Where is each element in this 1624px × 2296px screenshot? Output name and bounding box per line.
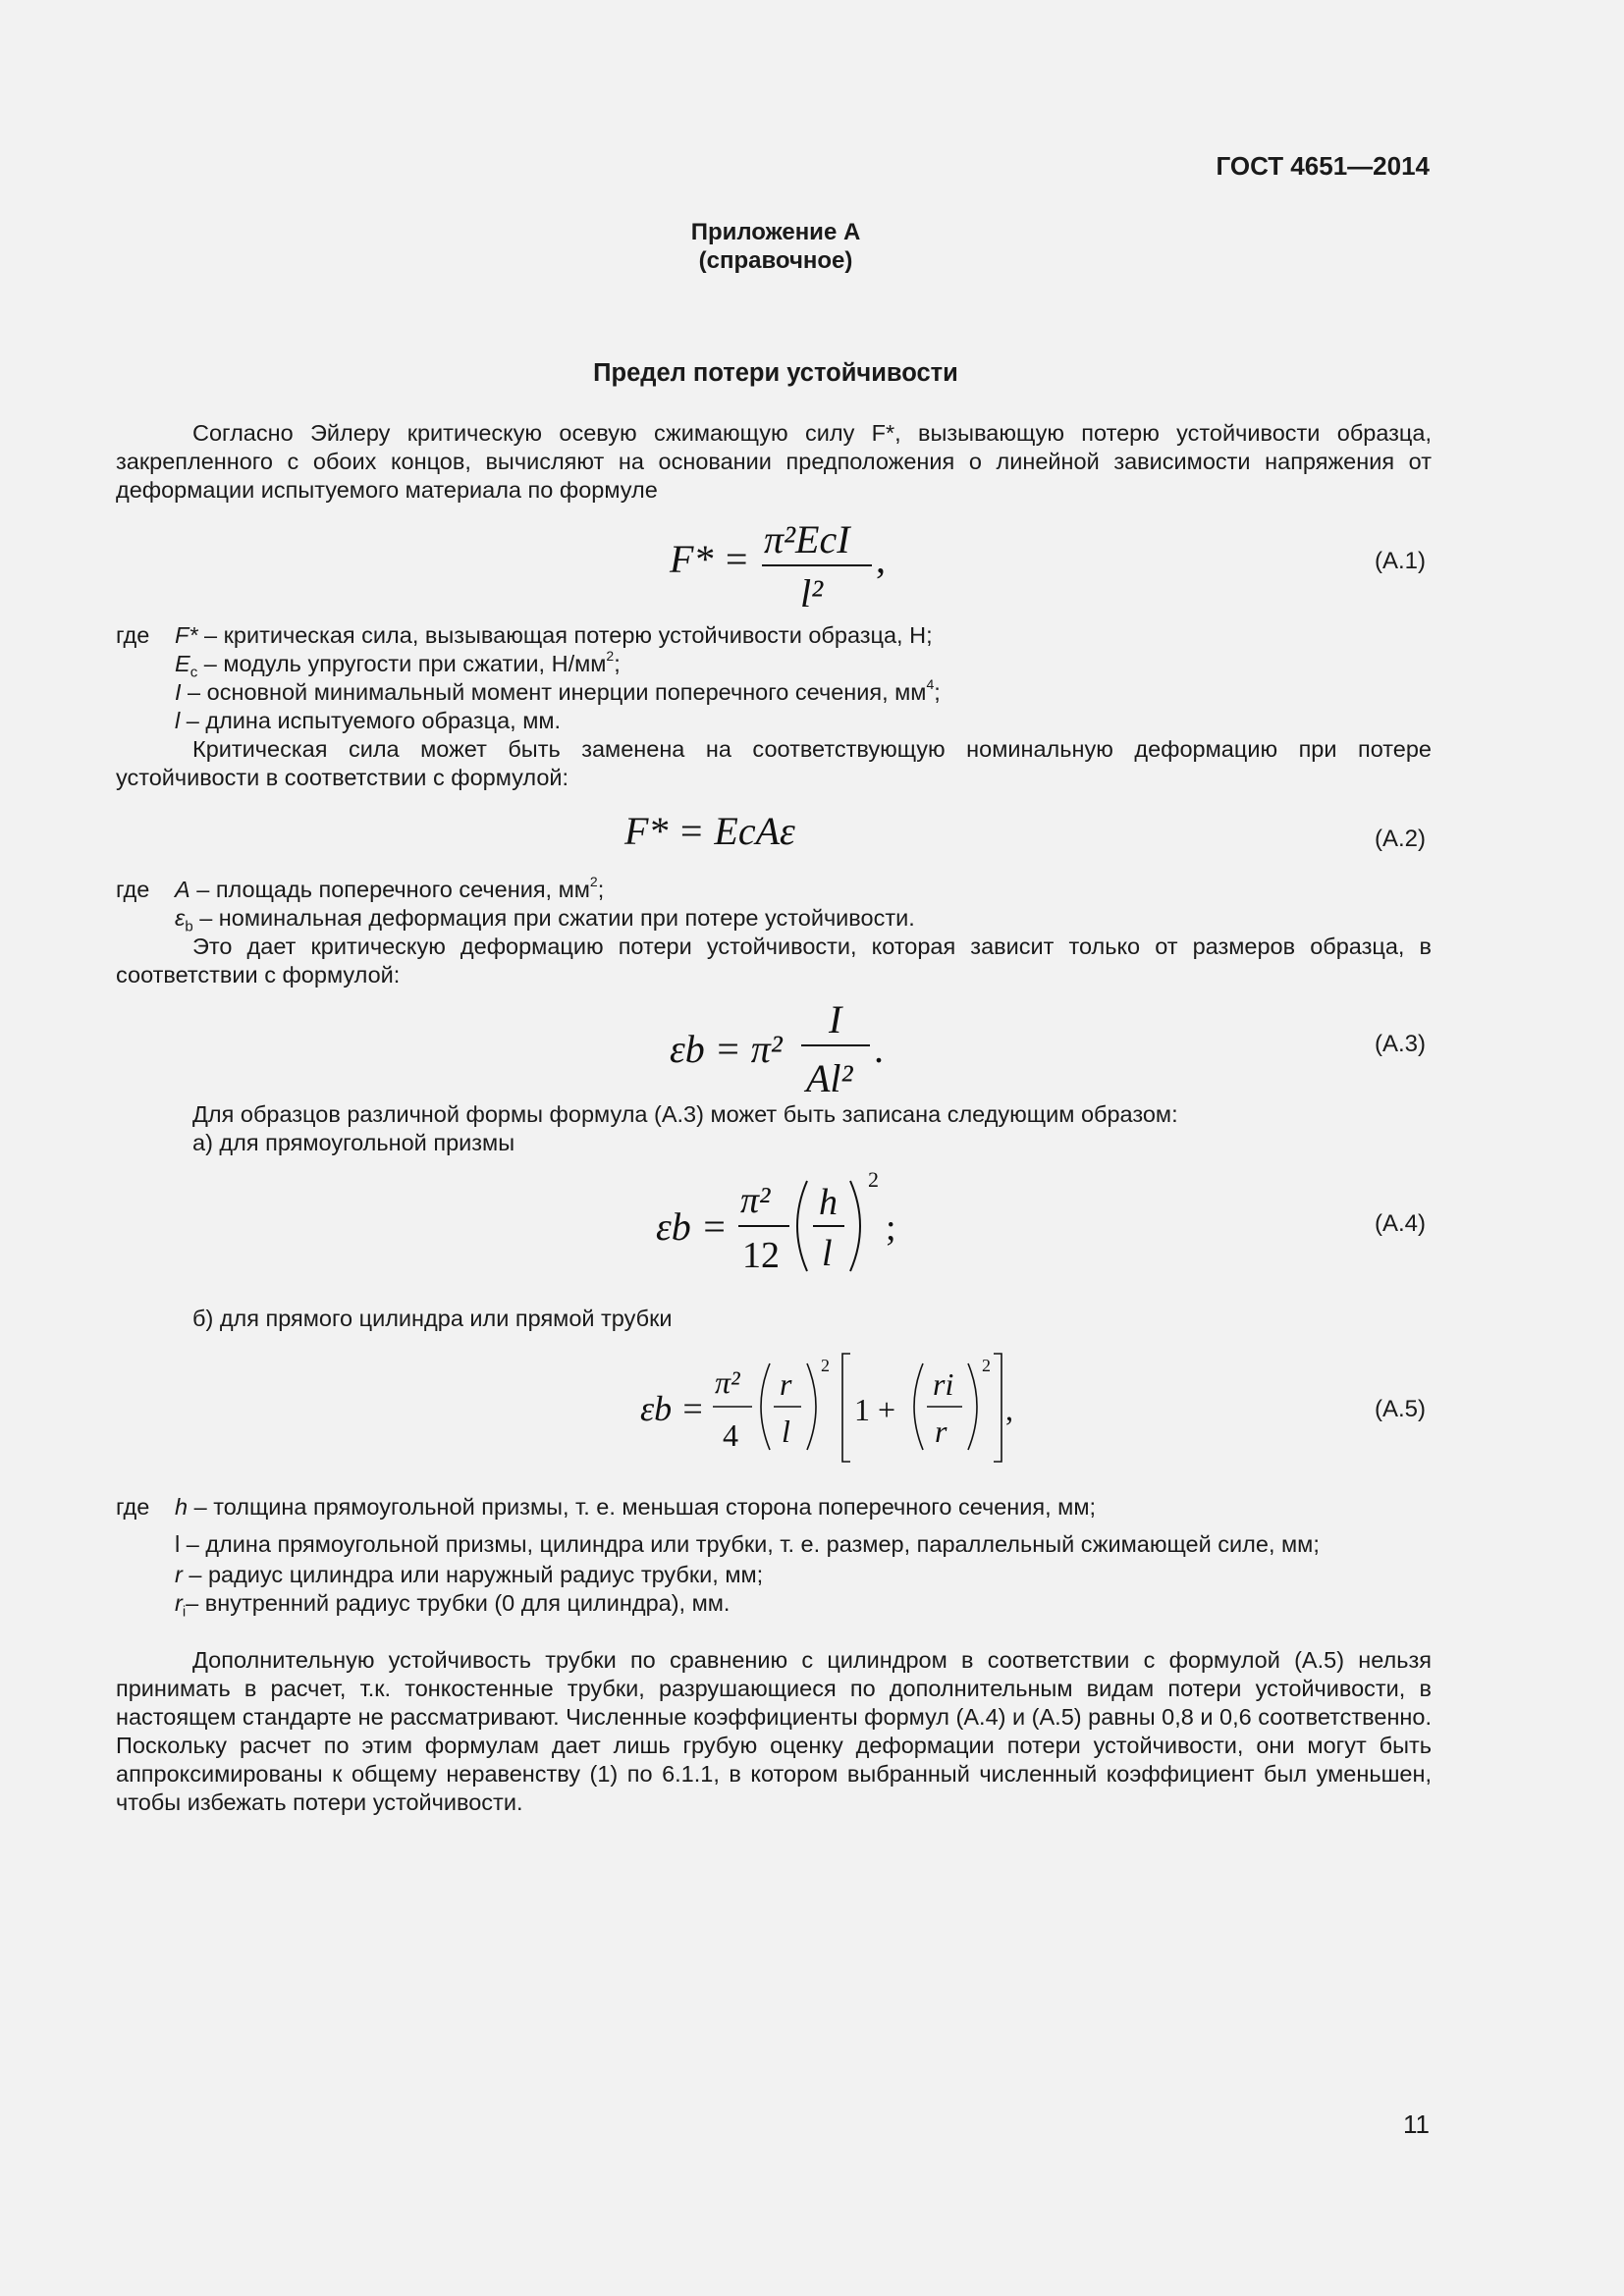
formula-a5-right-paren [807,1363,816,1450]
def-ec: $E_c$ – модуль упругости при сжатии, $Н/мм^2$; [175,648,621,681]
formula-a5-left-paren [761,1363,770,1450]
formula-a5-den: 4 [723,1417,738,1453]
formula-a3-lhs: εb = π² [670,1027,783,1071]
eq-number-a4: (A.4) [1374,1210,1426,1237]
formula-a4-lhs: εb = [656,1204,728,1249]
paragraph-4: Для образцов различной формы формула (А.3) может быть записана следующим образом: [192,1101,1178,1127]
formula-a3-num: I [829,997,842,1041]
intro-paragraph: Согласно Эйлеру критическую осевую сжимающую силу F*, вызывающую потерю устойчивости образца, закрепленного с обоих концов, вычисляют на основании предположения о линейной зависимости напряжения от деформации испытуемого материала по формуле [116,420,1432,503]
formula-a4-power: 2 [868,1167,879,1192]
formula-a4-left-paren [797,1181,807,1271]
def-ri: $r_i-$ внутренний радиус трубки (0 для цилиндра), мм. [175,1590,731,1621]
paragraph-3: Это дает критическую деформацию потери устойчивости, которая зависит только от размеров образца, в соответствии с формулой: [116,934,1432,988]
formula-a5-right-bracket [994,1354,1001,1462]
def-l: l – длина испытуемого образца, мм. [175,708,562,733]
formula-a5-power-2: 2 [982,1356,991,1375]
formula-a5 [636,1350,1029,1468]
defs3-gde: где [116,1494,150,1520]
eq-number-a2: (A.2) [1374,826,1426,852]
section-title: Предел потери устойчивости [593,359,958,387]
def-l-prism: l – длина прямоугольной призмы, цилиндра или трубки, т. е. размер, параллельный сжимающей силе, мм; [175,1531,1320,1557]
formula-a5-lhs: εb = [640,1389,705,1428]
formula-a3-period: . [874,1027,884,1071]
formula-a1-comma: , [876,537,886,581]
formula-a3-den: Al² [806,1056,853,1100]
formula-a1-lhs: F* = [670,537,750,581]
formula-a5-power-1: 2 [821,1356,830,1375]
formula-a5-inner-den: l [782,1414,790,1449]
formula-a5-ri: ri [933,1366,954,1402]
paragraph-2: Критическая сила может быть заменена на соответствующую номинальную деформацию при потере устойчивости в соответствии с формулой: [116,736,1432,790]
document-code: ГОСТ 4651—2014 [1216,151,1430,181]
formula-a5-r: r [935,1414,947,1449]
formula-a5-left-bracket [842,1354,850,1462]
eq-number-a5: (A.5) [1374,1396,1426,1422]
formula-a4-semicolon: ; [886,1207,896,1249]
formula-a5-comma: , [1005,1392,1013,1427]
formula-a2-text: F* = EcAε [624,809,795,853]
formula-a3 [664,991,919,1104]
defs1-gde: где [116,622,150,648]
def-i: I – основной минимальный момент инерции поперечного сечения, $мм^4$; [175,676,941,705]
formula-a2 [615,803,840,862]
formula-a4-inner-den: l [822,1233,833,1274]
formula-a4 [652,1163,917,1286]
formula-a1-num: π²EcI [764,517,850,561]
paragraph-5: Дополнительную устойчивость трубки по сравнению с цилиндром в соответствии с формулой (А.5) нельзя принимать в расчет, т.к. тонкостенные трубки, разрушающиеся по дополнительным видам потери устойчивости, в настоящем стандарте не рассматривают. Численные коэффициенты формул (А.4) и (А.5) равны 0,8 и 0,6 соответственно. Поскольку расчет по этим формулам дает лишь грубую оценку деформации потери устойчивости, они могут быть аппроксимированы к общему неравенству (1) по 6.1.1, в котором выбранный численный коэффициент был уменьшен, чтобы избежать потери устойчивости. [116,1647,1432,1815]
def-f: F* – критическая сила, вызывающая потерю устойчивости образца, Н; [175,622,933,648]
formula-a5-inner-num: r [780,1366,792,1402]
formula-a4-den: 12 [742,1235,780,1276]
item-a: а) для прямоугольной призмы [192,1130,515,1155]
formula-a5-left-paren-2 [914,1363,923,1450]
formula-a4-right-paren [850,1181,860,1271]
formula-a5-num: π² [715,1364,740,1400]
item-b: б) для прямого цилиндра или прямой трубки [192,1306,673,1331]
page-number: 11 [1403,2109,1430,2139]
appendix-title: Приложение А [690,219,861,245]
def-a: A – площадь поперечного сечения, $мм^2$; [175,874,605,902]
formula-a4-num: π² [740,1180,771,1221]
formula-a1 [658,508,913,618]
formula-a4-inner-num: h [819,1182,838,1223]
def-h: h – толщина прямоугольной призмы, т. е. меньшая сторона поперечного сечения, мм; [175,1494,1097,1520]
formula-a1-den: l² [800,571,824,615]
formula-a5-right-paren-2 [968,1363,977,1450]
eq-number-a3: (A.3) [1374,1031,1426,1057]
defs2-gde: где [116,877,150,902]
formula-a5-one: 1 + [854,1392,896,1427]
eq-number-a1: (A.1) [1374,548,1426,574]
appendix-subtitle: (справочное) [698,247,853,274]
def-r: r – радиус цилиндра или наружный радиус трубки, мм; [175,1562,764,1587]
def-eb: $\varepsilon_b$ – номинальная деформация при сжатии при потере устойчивости. [175,905,915,935]
